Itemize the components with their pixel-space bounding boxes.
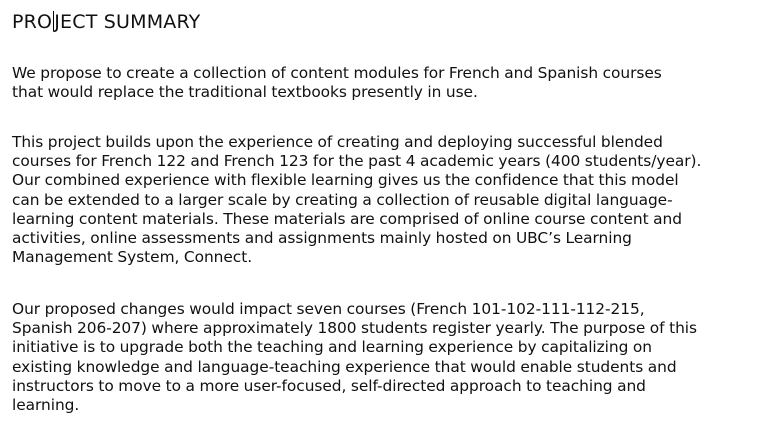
paragraph-line: activities, online assessments and assignments mainly hosted on UBC’s Learning bbox=[12, 229, 632, 248]
paragraph-intro bbox=[12, 64, 662, 102]
paragraph-line: Our combined experience with flexible learning gives us the confidence that this model bbox=[12, 171, 679, 190]
paragraph-line: instructors to move to a more user-focused, self-directed approach to teaching and bbox=[12, 376, 646, 395]
paragraph-line: Our proposed changes would impact seven courses (French 101-102-111-112-215, bbox=[12, 300, 645, 318]
paragraph-line: This project builds upon the experience of creating and deploying successful blended bbox=[12, 133, 663, 151]
paragraph-line: courses for French 122 and French 123 for the past 4 academic years (400 students/year). bbox=[12, 152, 702, 171]
paragraph-line: Spanish 206-207) where approximately 1800 students register yearly. The purpose of this bbox=[12, 319, 697, 338]
paragraph-line: that would replace the traditional textbooks presently in use. bbox=[12, 83, 478, 102]
document-body bbox=[12, 8, 762, 415]
paragraph-line: existing knowledge and language-teaching experience that would enable students and bbox=[12, 357, 677, 376]
paragraph-background bbox=[12, 133, 701, 267]
paragraph-line: learning. bbox=[12, 396, 80, 415]
paragraph-impact bbox=[12, 300, 697, 415]
section-title bbox=[12, 8, 762, 36]
paragraph-line: learning content materials. These materials are comprised of online course content and bbox=[12, 209, 682, 228]
paragraph-line: We propose to create a collection of content modules for French and Spanish courses bbox=[12, 64, 662, 82]
paragraph-line: Management System, Connect. bbox=[12, 248, 253, 267]
paragraph-line: initiative is to upgrade both the teaching and learning experience by capitalizing on bbox=[12, 338, 652, 357]
paragraph-line: can be extended to a larger scale by creating a collection of reusable digital language- bbox=[12, 190, 673, 209]
title-text-end: JECT SUMMARY bbox=[54, 11, 201, 33]
title-text-start: PRO bbox=[12, 11, 53, 33]
